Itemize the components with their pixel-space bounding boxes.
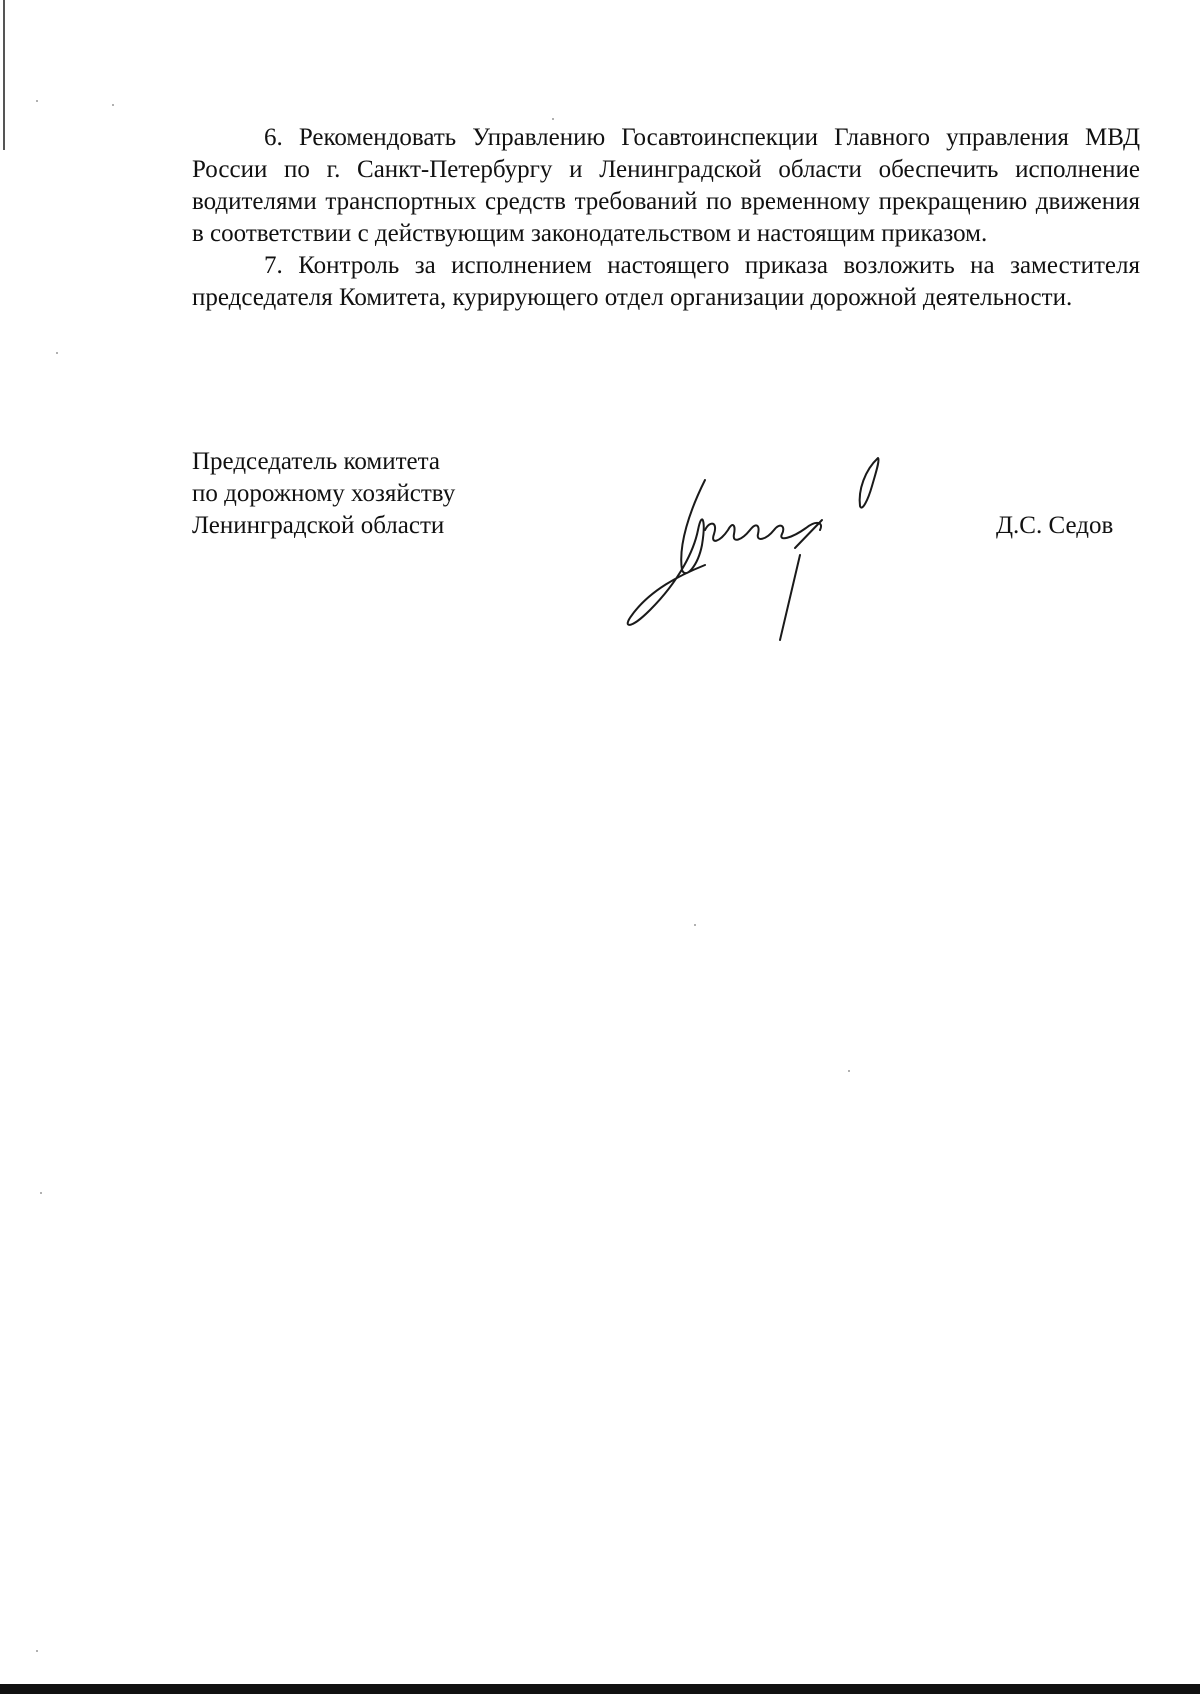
scan-speck <box>36 100 38 102</box>
signatory-title-line-2: по дорожному хозяйству <box>192 480 456 507</box>
scan-edge-mark <box>3 0 5 150</box>
scan-speck <box>848 1070 850 1072</box>
scan-speck <box>552 118 554 120</box>
paragraph-7: 7. Контроль за исполнением настоящего приказа возложить на заместителя председателя Комитета, курирующего отдел организации дорожной деятельности. <box>192 252 1140 311</box>
document-body <box>192 122 1140 314</box>
handwritten-signature <box>610 450 910 650</box>
signer-name: Д.С. Седов <box>996 512 1114 539</box>
scan-speck <box>112 104 114 106</box>
scan-speck <box>40 1192 42 1194</box>
signatory-title-line-3: Ленинградской области <box>192 512 445 539</box>
scan-bottom-edge <box>0 1684 1200 1694</box>
scan-speck <box>694 924 696 926</box>
signatory-title <box>192 446 455 542</box>
scan-speck <box>56 352 58 354</box>
scan-speck <box>36 1650 38 1652</box>
signatory-title-line-1: Председатель комитета <box>192 448 440 475</box>
paragraph-6: 6. Рекомендовать Управлению Госавтоинспекции Главного управления МВД России по г. Санкт-Петербургу и Ленинградской области обеспечить исполнение водителями транспортных средств требований по временному прекращению движения в соответствии с действующим законодательством и настоящим приказом. <box>192 124 1140 247</box>
